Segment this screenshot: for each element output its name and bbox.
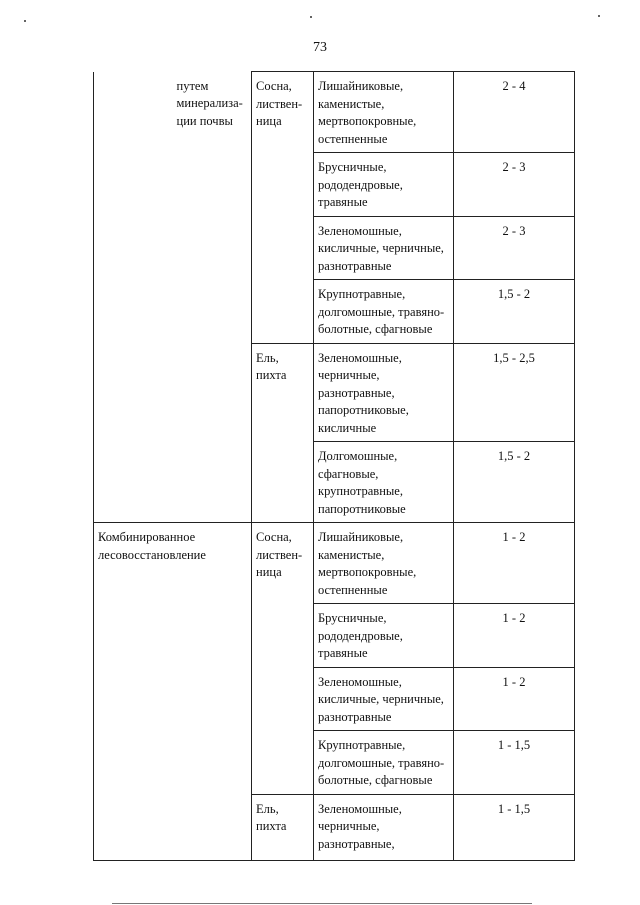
value-cell: 1,5 - 2 — [454, 280, 575, 344]
value-cell: 1,5 - 2,5 — [454, 343, 575, 442]
page-edge-line — [112, 903, 532, 904]
table-row — [94, 523, 575, 604]
forest-type-cell: Зеленомошные, кисличные, черничные, разнотравные — [314, 216, 454, 280]
value-cell: 1 - 2 — [454, 604, 575, 668]
forest-type-cell: Зеленомошные, черничные, разнотравные, — [314, 794, 454, 860]
species-cell: Ель, пихта — [252, 343, 314, 523]
forest-restoration-table — [93, 71, 575, 861]
table-row — [94, 72, 575, 153]
forest-type-cell: Крупнотравные, долгомошные, травяно-болотные, сфагновые — [314, 731, 454, 795]
method-detail-cell: путем минерализа-ции почвы — [173, 72, 252, 523]
page-number: 73 — [313, 40, 327, 55]
value-cell: 2 - 3 — [454, 216, 575, 280]
forest-type-cell: Лишайниковые, каменистые, мертвопокровные, остепненные — [314, 72, 454, 153]
forest-type-cell: Крупнотравные, долгомошные, травяно-болотные, сфагновые — [314, 280, 454, 344]
scan-speck — [310, 16, 312, 18]
species-cell: Сосна, листвен-ница — [252, 523, 314, 795]
value-cell: 1 - 1,5 — [454, 731, 575, 795]
scan-speck — [24, 20, 26, 22]
value-cell: 1 - 1,5 — [454, 794, 575, 860]
method-cell: Комбинированное лесовосстановление — [94, 523, 252, 861]
value-cell: 2 - 3 — [454, 153, 575, 217]
value-cell: 1,5 - 2 — [454, 442, 575, 523]
forest-type-cell: Зеленомошные, черничные, разнотравные, папоротниковые, кисличные — [314, 343, 454, 442]
method-cell-continued — [94, 72, 173, 523]
forest-type-cell: Зеленомошные, кисличные, черничные, разнотравные — [314, 667, 454, 731]
forest-type-cell: Брусничные, рододендровые, травяные — [314, 153, 454, 217]
forest-type-cell: Лишайниковые, каменистые, мертвопокровные, остепненные — [314, 523, 454, 604]
value-cell: 2 - 4 — [454, 72, 575, 153]
forest-type-cell: Долгомошные, сфагновые, крупнотравные, папоротниковые — [314, 442, 454, 523]
forest-type-cell: Брусничные, рододендровые, травяные — [314, 604, 454, 668]
value-cell: 1 - 2 — [454, 667, 575, 731]
species-cell: Ель, пихта — [252, 794, 314, 860]
species-cell: Сосна, листвен-ница — [252, 72, 314, 344]
value-cell: 1 - 2 — [454, 523, 575, 604]
scan-speck — [598, 15, 600, 17]
